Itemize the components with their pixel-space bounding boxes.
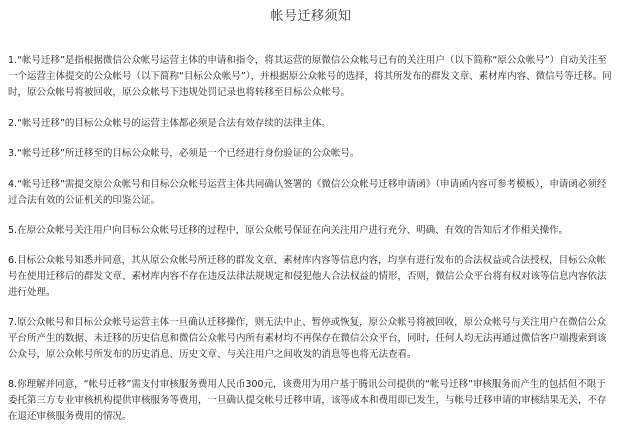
notice-item-3: 3.“帐号迁移”所迁移至的目标公众帐号，必须是一个已经进行身份验证的公众帐号。: [8, 148, 360, 159]
page-title: 帐号迁移须知: [270, 9, 352, 24]
notice-item-7: 7.原公众帐号和目标公众帐号运营主体一旦确认迁移操作，则无法中止、暂停或恢复，原公众帐号将被回收，原公众帐号与关注用户在微信公众平台所产生的数据、未迁移的历史信息和微信公众帐号内所有素材均不再保存在微信公众平台，同时，任何人均无法再通过微信客户端搜索到该公众号，原公众帐号所发布的历史消息、历史文章、与关注用户之间收发的消息等也将无法查看。: [8, 317, 607, 360]
notice-item-1: 1.“帐号迁移”是指根据微信公众帐号运营主体的申请和指令，将其运营的原微信公众帐号已有的关注用户（以下简称“原公众帐号”）自动关注至一个运营主体提交的公众帐号（以下简称“目标公众帐号”），并根据原公众帐号的选择，将其所发布的群发文章、素材库内容、微信号等迁移。同时，原公众帐号将被回收，原公众帐号下违规处罚记录也将转移至目标公众帐号。: [8, 55, 612, 98]
notice-item-4: 4.“帐号迁移”需提交原公众帐号和目标公众帐号运营主体共同确认签署的《微信公众帐号迁移申请函》（申请函内容可参考模板），申请函必须经过合法有效的公证机关的印鉴公证。: [8, 179, 607, 206]
notice-list: [8, 53, 614, 425]
notice-item-5: 5.在原公众帐号关注用户向目标公众帐号迁移的过程中，原公众帐号保证在向关注用户进行充分、明确、有效的告知后才作相关操作。: [8, 225, 569, 236]
notice-item-6: 6.目标公众帐号知悉并同意，其从原公众帐号所迁移的群发文章、素材库内容等信息内容，均享有进行发布的合法权益或合法授权，目标公众帐号在使用迁移后的群发文章、素材库内容不存在违反法律法规规定和侵犯他人合法权益的情形，否则，微信公众平台将有权对该等信息内容依法进行处理。: [8, 255, 607, 298]
notice-item-8: 8.你理解并同意，“帐号迁移”需支付审核服务费用人民币300元，该费用为用户基于腾讯公司提供的“帐号迁移”审核服务而产生的包括但不限于委托第三方专业审核机构提供审核服务等费用，一旦确认提交帐号迁移申请，该等成本和费用即已发生，与帐号迁移申请的审核结果无关，不存在退还审核服务费用的情况。: [8, 379, 607, 422]
notice-item-2: 2.“帐号迁移”的目标公众帐号的运营主体都必须是合法有效存续的法律主体。: [8, 118, 331, 129]
